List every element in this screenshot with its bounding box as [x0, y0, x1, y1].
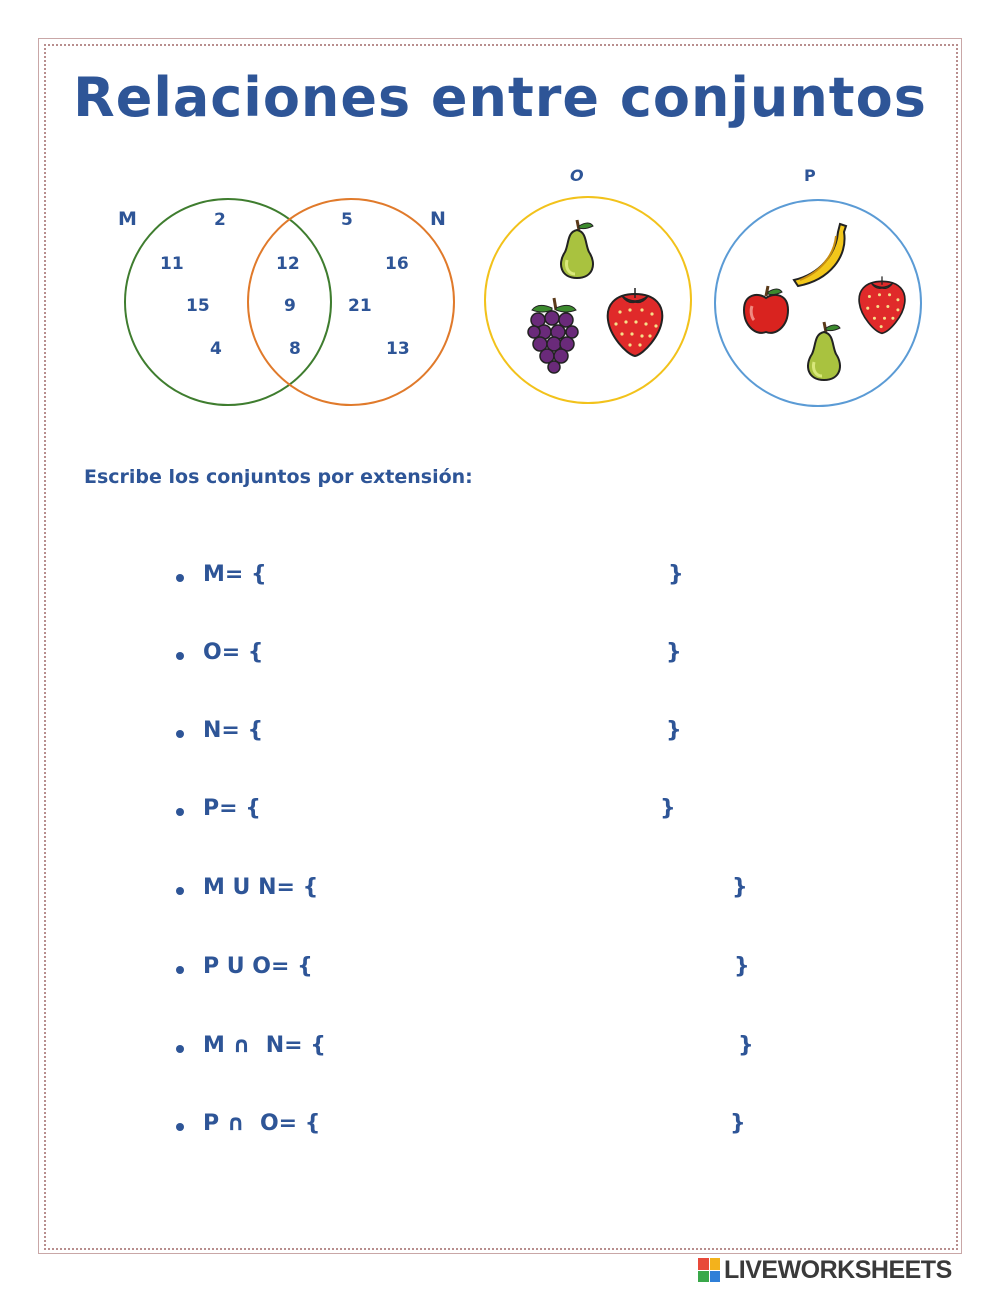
venn-number: 4	[210, 339, 222, 359]
page-title: Relaciones entre conjuntos	[73, 66, 927, 129]
answer-input-m[interactable]	[272, 560, 664, 594]
closing-brace: }	[734, 954, 750, 979]
venn-number: 8	[289, 339, 301, 359]
brand-name: LIVEWORKSHEETS	[724, 1255, 952, 1284]
banana-icon	[790, 220, 852, 290]
logo-icon	[698, 1258, 720, 1282]
set-m-label: M	[118, 208, 137, 230]
venn-number: 9	[284, 296, 296, 316]
strawberry-icon	[604, 284, 666, 358]
bullet	[176, 652, 184, 660]
bullet	[176, 808, 184, 816]
answer-input-o[interactable]	[270, 638, 662, 672]
bullet	[176, 887, 184, 895]
venn-diagram	[0, 0, 1000, 420]
venn-number: 11	[160, 254, 184, 274]
answer-input-n[interactable]	[270, 716, 662, 750]
exercise-label: N= {	[203, 718, 264, 743]
exercise-label: P U O= {	[203, 954, 313, 979]
venn-number: 21	[348, 296, 372, 316]
closing-brace: }	[660, 796, 676, 821]
exercise-label: M U N= {	[203, 875, 319, 900]
set-o-label: O	[570, 166, 584, 185]
closing-brace: }	[666, 640, 682, 665]
answer-input-m-intersection-n[interactable]	[344, 1031, 734, 1065]
closing-brace: }	[738, 1033, 754, 1058]
strawberry-icon	[856, 272, 908, 336]
closing-brace: }	[730, 1111, 746, 1136]
bullet	[176, 1123, 184, 1131]
exercise-label: M ∩ N= {	[203, 1033, 326, 1058]
exercise-label: M= {	[203, 562, 267, 587]
bullet	[176, 1045, 184, 1053]
set-m-circle	[125, 199, 331, 405]
apple-icon	[740, 284, 792, 338]
answer-input-p[interactable]	[264, 794, 656, 828]
exercise-label: O= {	[203, 640, 264, 665]
bullet	[176, 730, 184, 738]
answer-input-p-intersection-o[interactable]	[334, 1109, 726, 1143]
grapes-icon	[526, 296, 582, 374]
pear-icon	[800, 318, 848, 384]
venn-number: 13	[386, 339, 410, 359]
closing-brace: }	[668, 562, 684, 587]
pear-icon	[553, 216, 601, 282]
venn-number: 12	[276, 254, 300, 274]
venn-number: 2	[214, 210, 226, 230]
closing-brace: }	[666, 718, 682, 743]
bullet	[176, 966, 184, 974]
venn-number: 15	[186, 296, 210, 316]
venn-number: 16	[385, 254, 409, 274]
exercise-label: P ∩ O= {	[203, 1111, 321, 1136]
set-p-label: P	[804, 166, 816, 185]
instruction-text: Escribe los conjuntos por extensión:	[84, 466, 473, 488]
answer-input-m-union-n[interactable]	[336, 873, 728, 907]
answer-input-p-union-o[interactable]	[330, 952, 728, 986]
venn-number: 5	[341, 210, 353, 230]
set-n-label: N	[430, 208, 446, 230]
exercise-label: P= {	[203, 796, 261, 821]
bullet	[176, 574, 184, 582]
closing-brace: }	[732, 875, 748, 900]
liveworksheets-logo	[698, 1255, 952, 1285]
